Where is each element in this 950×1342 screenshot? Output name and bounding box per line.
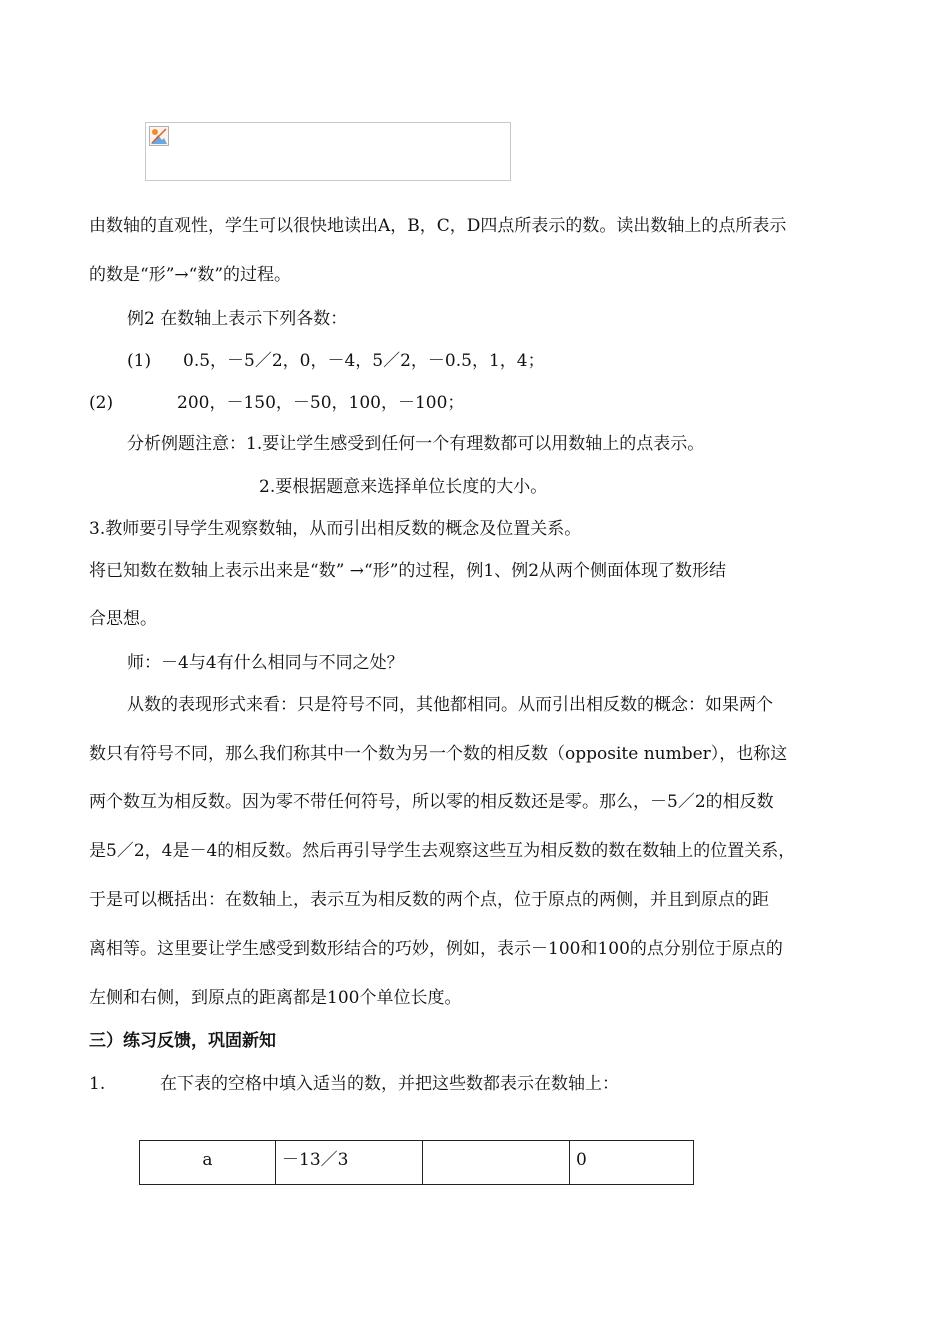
example-item-values: 200，－150，－50，100，－100；	[177, 393, 465, 413]
table-cell-blank[interactable]	[423, 1141, 570, 1185]
exercise-text: 在下表的空格中填入适当的数，并把这些数都表示在数轴上：	[160, 1074, 619, 1094]
paragraph-line: 离相等。这里要让学生感受到数形结合的巧妙，例如，表示－100和100的点分别位于原点的	[89, 939, 783, 959]
table-row	[140, 1141, 694, 1185]
teacher-question: 师：－4与4有什么相同与不同之处？	[127, 653, 404, 673]
image-placeholder	[145, 122, 511, 181]
paragraph-line: 于是可以概括出：在数轴上，表示互为相反数的两个点，位于原点的两侧，并且到原点的距	[89, 890, 769, 910]
exercise-number: 1.	[89, 1074, 106, 1094]
broken-image-icon	[149, 126, 169, 146]
paragraph-line: 数只有符号不同，那么我们称其中一个数为另一个数的相反数（opposite number），也称这	[89, 744, 788, 764]
table-cell: －13／3	[276, 1141, 423, 1185]
example-item-number: (1)	[127, 351, 152, 371]
example-item-number: (2)	[89, 393, 114, 413]
paragraph-line: 将已知数在数轴上表示出来是“数” →“形”的过程，例1、例2从两个侧面体现了数形结	[89, 561, 727, 581]
section-heading: 三）练习反馈，巩固新知	[89, 1031, 276, 1051]
paragraph-line: 是5／2，4是－4的相反数。然后再引导学生去观察这些互为相反数的数在数轴上的位置关系，	[89, 841, 796, 861]
table-cell: a	[140, 1141, 276, 1185]
analysis-note: 2.要根据题意来选择单位长度的大小。	[259, 477, 548, 497]
example-item-values: 0.5，－5／2，0，－4，5／2，－0.5，1，4；	[183, 351, 545, 371]
table-cell: 0	[570, 1141, 694, 1185]
fill-in-table	[139, 1140, 694, 1185]
paragraph-line: 合思想。	[89, 609, 157, 629]
paragraph-line: 两个数互为相反数。因为零不带任何符号，所以零的相反数还是零。那么，－5／2的相反数	[89, 792, 774, 812]
paragraph-line: 由数轴的直观性，学生可以很快地读出A，B，C，D四点所表示的数。读出数轴上的点所表示	[89, 216, 787, 236]
point-heading: 3.教师要引导学生观察数轴，从而引出相反数的概念及位置关系。	[89, 519, 582, 539]
analysis-note: 分析例题注意：1.要让学生感受到任何一个有理数都可以用数轴上的点表示。	[127, 434, 705, 454]
example-title: 例2 在数轴上表示下列各数：	[127, 309, 348, 329]
paragraph-line: 从数的表现形式来看：只是符号不同，其他都相同。从而引出相反数的概念：如果两个	[127, 695, 773, 715]
paragraph-line: 的数是“形”→“数”的过程。	[89, 265, 292, 285]
paragraph-line: 左侧和右侧，到原点的距离都是100个单位长度。	[89, 988, 462, 1008]
